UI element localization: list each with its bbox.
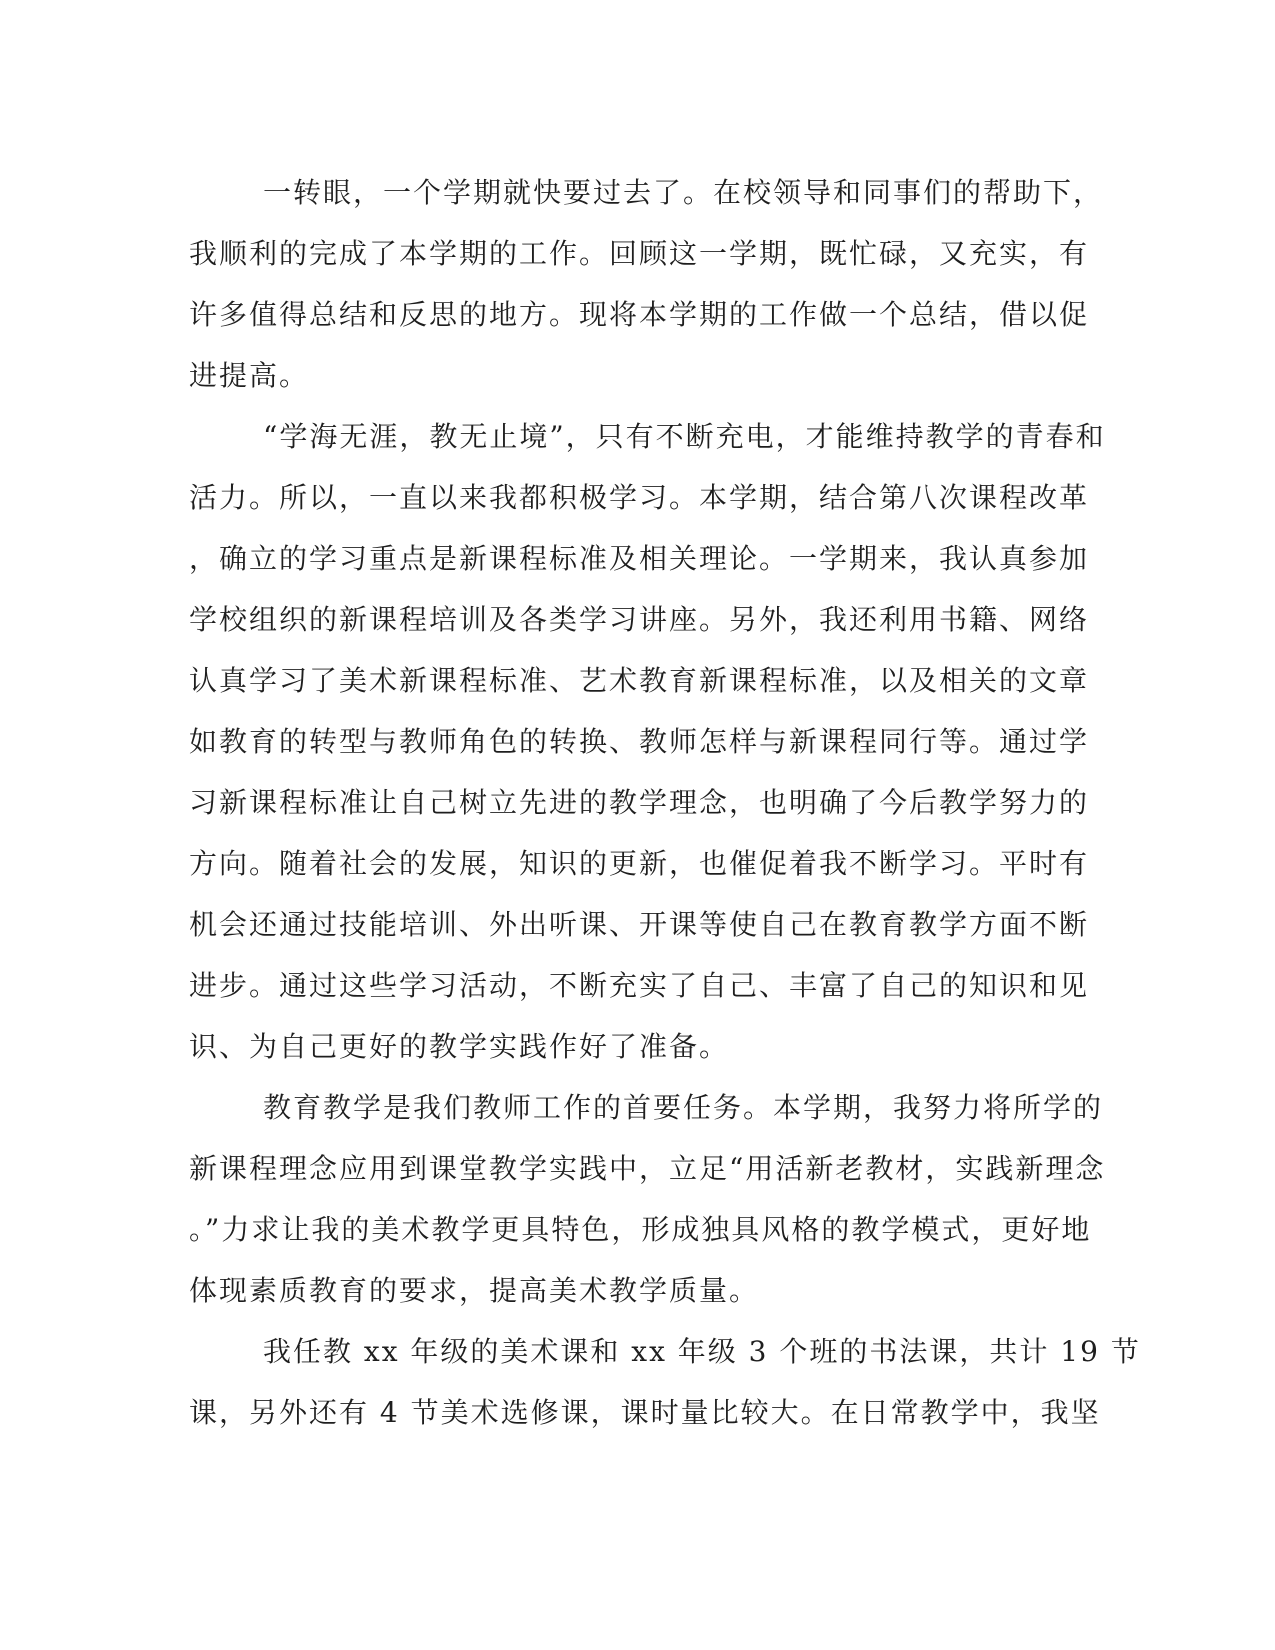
paragraph-2-line-10: 进步。通过这些学习活动，不断充实了自己、丰富了自己的知识和见	[189, 969, 1090, 1002]
paragraph-4-line-2: 课，另外还有 4 节美术选修课，课时量比较大。在日常教学中，我坚	[189, 1396, 1101, 1429]
paragraph-3-line-3: 。”力求让我的美术教学更具特色，形成独具风格的教学模式，更好地	[189, 1213, 1092, 1246]
paragraph-1-line-1: 一转眼，一个学期就快要过去了。在校领导和同事们的帮助下，	[263, 176, 1104, 209]
paragraph-2-line-3: ，确立的学习重点是新课程标准及相关理论。一学期来，我认真参加	[189, 542, 1090, 575]
paragraph-1-line-4: 进提高。	[189, 359, 310, 392]
paragraph-2-line-5: 认真学习了美术新课程标准、艺术教育新课程标准，以及相关的文章	[189, 664, 1090, 697]
paragraph-2-line-1: “学海无涯，教无止境”，只有不断充电，才能维持教学的青春和	[263, 420, 1106, 453]
paragraph-2-line-2: 活力。所以，一直以来我都积极学习。本学期，结合第八次课程改革	[189, 481, 1090, 514]
paragraph-2-line-11: 识、为自己更好的教学实践作好了准备。	[189, 1030, 730, 1063]
paragraph-1-line-3: 许多值得总结和反思的地方。现将本学期的工作做一个总结，借以促	[189, 298, 1090, 331]
paragraph-3-line-4: 体现素质教育的要求，提高美术教学质量。	[189, 1274, 760, 1307]
paragraph-3-line-2: 新课程理念应用到课堂教学实践中，立足“用活新老教材，实践新理念	[189, 1152, 1106, 1185]
document-body	[189, 162, 1141, 1443]
paragraph-2-line-9: 机会还通过技能培训、外出听课、开课等使自己在教育教学方面不断	[189, 908, 1090, 941]
paragraph-2-line-4: 学校组织的新课程培训及各类学习讲座。另外，我还利用书籍、网络	[189, 603, 1090, 636]
paragraph-2-line-8: 方向。随着社会的发展，知识的更新，也催促着我不断学习。平时有	[189, 847, 1090, 880]
paragraph-2-line-6: 如教育的转型与教师角色的转换、教师怎样与新课程同行等。通过学	[189, 725, 1090, 758]
paragraph-3-line-1: 教育教学是我们教师工作的首要任务。本学期，我努力将所学的	[263, 1091, 1104, 1124]
paragraph-1-line-2: 我顺利的完成了本学期的工作。回顾这一学期，既忙碌，又充实，有	[189, 237, 1090, 270]
paragraph-2-line-7: 习新课程标准让自己树立先进的教学理念，也明确了今后教学努力的	[189, 786, 1090, 819]
paragraph-4-line-1: 我任教 xx 年级的美术课和 xx 年级 3 个班的书法课，共计 19 节	[263, 1335, 1141, 1368]
